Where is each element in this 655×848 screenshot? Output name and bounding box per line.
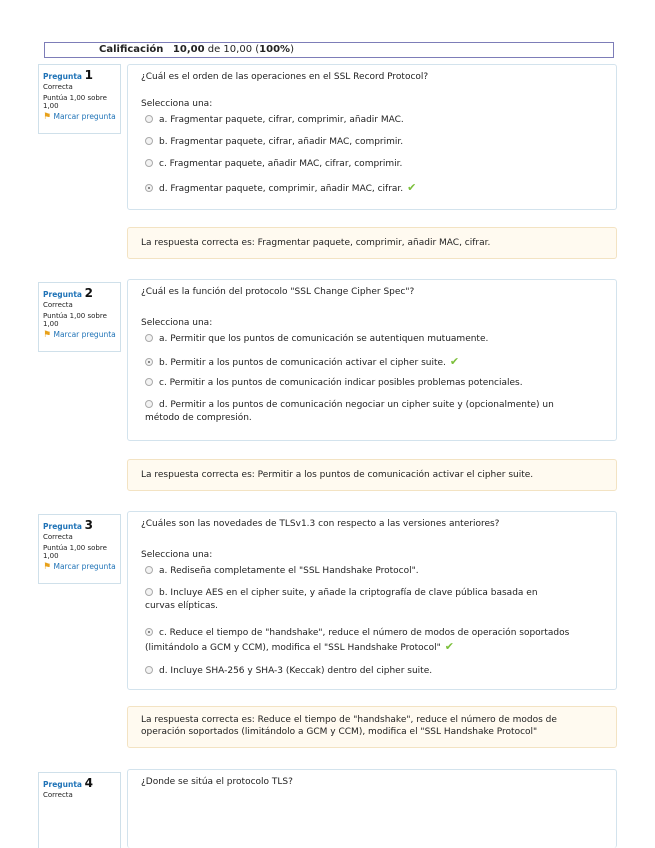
answer-option-c[interactable]	[145, 627, 575, 655]
flag-label[interactable]: Marcar pregunta	[53, 330, 116, 339]
question-info-3	[38, 514, 121, 584]
select-prompt: Selecciona una:	[141, 550, 213, 560]
option-text: b. Incluye AES en el cipher suite, y añade la criptografía de clave pública basada en curvas elípticas.	[145, 588, 538, 611]
option-text: c. Reduce el tiempo de "handshake", reduce el número de modos de operación soportados (limitándolo a GCM y CCM), modifica el "SSL Handshake Protocol"	[145, 628, 570, 653]
question-points: Puntúa 1,00 sobre 1,00	[43, 94, 107, 110]
radio-button-selected[interactable]	[145, 358, 153, 366]
question-prefix: Pregunta	[43, 290, 82, 299]
radio-button[interactable]	[145, 588, 153, 596]
radio-button-selected[interactable]	[145, 184, 153, 192]
flag-question-link[interactable]	[43, 331, 116, 339]
radio-button[interactable]	[145, 159, 153, 167]
question-state: Correcta	[43, 533, 73, 541]
grade-label: Calificación	[99, 44, 164, 55]
radio-button[interactable]	[145, 378, 153, 386]
answer-option-b[interactable]	[145, 355, 585, 370]
answer-option-c[interactable]	[145, 377, 585, 390]
answer-option-a[interactable]	[145, 565, 585, 578]
radio-button-selected[interactable]	[145, 628, 153, 636]
option-text: d. Incluye SHA-256 y SHA-3 (Keccak) dentro del cipher suite.	[159, 666, 433, 676]
radio-button[interactable]	[145, 115, 153, 123]
flag-icon: ⚑	[43, 330, 52, 340]
question-state: Correcta	[43, 791, 73, 799]
option-text: b. Fragmentar paquete, cifrar, añadir MAC, comprimir.	[159, 137, 404, 147]
question-text: ¿Donde se sitúa el protocolo TLS?	[141, 777, 293, 787]
option-text: c. Fragmentar paquete, añadir MAC, cifrar, comprimir.	[159, 159, 403, 169]
flag-label[interactable]: Marcar pregunta	[53, 112, 116, 121]
flag-icon: ⚑	[43, 562, 52, 572]
option-text: c. Permitir a los puntos de comunicación indicar posibles problemas potenciales.	[159, 378, 523, 388]
radio-button[interactable]	[145, 137, 153, 145]
question-info-2	[38, 282, 121, 352]
question-text: ¿Cuál es la función del protocolo "SSL Change Cipher Spec"?	[141, 287, 415, 297]
flag-icon: ⚑	[43, 112, 52, 122]
grade-summary: Calificación 10,00 de 10,00 (100%)	[44, 42, 614, 58]
question-prefix: Pregunta	[43, 780, 82, 789]
question-text: ¿Cuál es el orden de las operaciones en el SSL Record Protocol?	[141, 72, 429, 82]
correct-answer-text: La respuesta correcta es: Reduce el tiempo de "handshake", reduce el número de modos de operación soportados (limitándolo a GCM y CCM), modifica el "SSL Handshake Protocol"	[141, 715, 557, 737]
flag-question-link[interactable]	[43, 563, 116, 571]
correct-answer-feedback-1	[127, 227, 617, 259]
option-text: b. Permitir a los puntos de comunicación activar el cipher suite.	[159, 358, 446, 368]
answer-option-b[interactable]	[145, 136, 585, 149]
option-text: a. Rediseña completamente el "SSL Handshake Protocol".	[159, 566, 419, 576]
correct-answer-feedback-2	[127, 459, 617, 491]
question-prefix: Pregunta	[43, 522, 82, 531]
option-text: d. Permitir a los puntos de comunicación negociar un cipher suite y (opcionalmente) un método de compresión.	[145, 400, 554, 423]
question-points: Puntúa 1,00 sobre 1,00	[43, 544, 107, 560]
correct-answer-feedback-3	[127, 706, 617, 748]
answer-option-b[interactable]	[145, 587, 565, 613]
question-formulation-3	[127, 511, 617, 690]
question-formulation-4	[127, 769, 617, 848]
select-prompt: Selecciona una:	[141, 318, 213, 328]
answer-option-d[interactable]	[145, 181, 585, 196]
option-text: a. Permitir que los puntos de comunicación se autentiquen mutuamente.	[159, 334, 489, 344]
question-state: Correcta	[43, 83, 73, 91]
select-prompt: Selecciona una:	[141, 99, 213, 109]
answer-option-a[interactable]	[145, 333, 585, 346]
question-formulation-2	[127, 279, 617, 441]
correct-check-icon: ✔	[444, 640, 454, 653]
radio-button[interactable]	[145, 566, 153, 574]
correct-check-icon: ✔	[407, 181, 417, 194]
question-number: 1	[84, 68, 93, 82]
question-info-1	[38, 64, 121, 134]
question-info-4	[38, 772, 121, 848]
question-text: ¿Cuáles son las novedades de TLSv1.3 con respecto a las versiones anteriores?	[141, 519, 500, 529]
correct-check-icon: ✔	[449, 355, 460, 368]
question-points: Puntúa 1,00 sobre 1,00	[43, 312, 107, 328]
radio-button[interactable]	[145, 400, 153, 408]
question-number: 3	[84, 518, 93, 532]
grade-of: de 10,00	[207, 44, 253, 55]
answer-option-d[interactable]	[145, 399, 565, 425]
option-text: d. Fragmentar paquete, comprimir, añadir MAC, cifrar.	[159, 184, 404, 194]
answer-option-c[interactable]	[145, 158, 585, 171]
question-prefix: Pregunta	[43, 72, 82, 81]
answer-option-a[interactable]	[145, 114, 585, 127]
radio-button[interactable]	[145, 666, 153, 674]
radio-button[interactable]	[145, 334, 153, 342]
question-number: 2	[84, 286, 93, 300]
flag-question-link[interactable]	[43, 113, 116, 121]
correct-answer-text: La respuesta correcta es: Fragmentar paquete, comprimir, añadir MAC, cifrar.	[141, 238, 491, 248]
correct-answer-text: La respuesta correcta es: Permitir a los puntos de comunicación activar el cipher suite.	[141, 470, 534, 480]
flag-label[interactable]: Marcar pregunta	[53, 562, 116, 571]
option-text: a. Fragmentar paquete, cifrar, comprimir, añadir MAC.	[159, 115, 404, 125]
question-number: 4	[84, 776, 93, 790]
question-formulation-1	[127, 64, 617, 210]
answer-option-d[interactable]	[145, 665, 585, 678]
grade-score: 10,00	[172, 44, 205, 55]
grade-pct: 100%	[259, 44, 291, 55]
question-state: Correcta	[43, 301, 73, 309]
